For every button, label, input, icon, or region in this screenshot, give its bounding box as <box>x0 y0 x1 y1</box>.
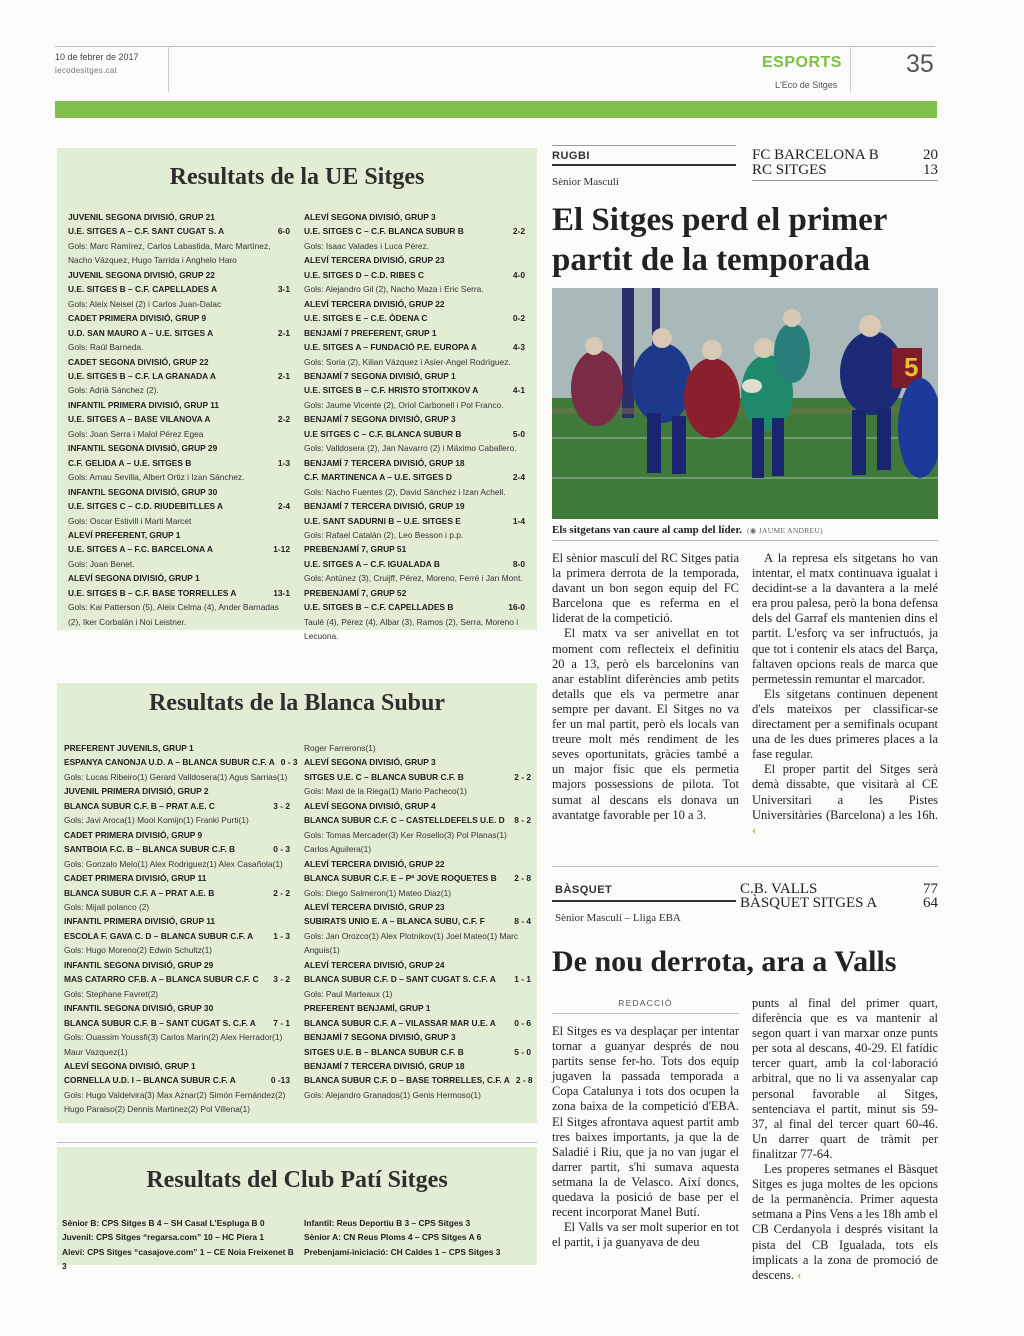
goal-scorers: Gols: Alejandro Granados(1) Genis Hermoso(1) <box>304 1089 481 1100</box>
match-score: 2-2 <box>512 226 525 237</box>
ue-results-left-column <box>68 210 290 629</box>
match-result <box>64 886 290 900</box>
match-score: 4-1 <box>512 385 525 396</box>
goal-scorers: Gols: Adrià Sánchez (2). <box>68 385 159 396</box>
competition-heading: BENJAMÍ 7 SEGONA DIVISIÓ, GRUP 3 <box>304 414 456 425</box>
goal-scorers: Gols: Kai Patterson (5), Aleix Celma (4), Ander Barnadas (2), Iker Corbalán i Noi Leistner. <box>68 602 279 627</box>
goal-scorers: Gols: Nacho Fuentes (2), David Sánchez i Izan Achell. <box>304 486 506 497</box>
cp-result: Sènior A: CN Reus Ploms 4 – CPS Sitges A 6 <box>304 1232 482 1243</box>
match-teams: BLANCA SUBUR C.F. C – CASTELLDEFELS U.E. D <box>304 815 505 826</box>
goal-scorers: Gols: Mijail polanco (2) <box>64 901 150 912</box>
competition-heading: INFANTIL SEGONA DIVISIÓ, GRUP 30 <box>68 486 218 497</box>
competition-heading: BENJAMÍ 7 PREFERENT, GRUP 1 <box>304 327 437 338</box>
goal-scorers: Gols: Joan Benet. <box>68 558 135 569</box>
match-result <box>304 770 531 784</box>
match-teams: U.E. SITGES B – C.F. CAPELLADES A <box>68 284 218 295</box>
match-teams: MAS CATARRO CF.B. A – BLANCA SUBUR C.F. C <box>64 974 259 985</box>
goal-scorers: Roger Farrerons(1) <box>304 743 376 753</box>
cp-result: Sènior B: CPS Sitges B 4 – SH Casal L'Espluga B 0 <box>62 1218 265 1228</box>
match-score: 4-3 <box>512 342 525 353</box>
bs-results-title: Resultats de la Blanca Subur <box>148 690 446 716</box>
competition-heading: CADET PRIMERA DIVISIÓ, GRUP 9 <box>68 313 207 324</box>
cp-rule <box>57 1142 537 1143</box>
match-result <box>304 914 531 928</box>
caption-rule <box>552 540 938 541</box>
match-score: 8-0 <box>512 558 525 569</box>
match-result <box>64 755 298 769</box>
competition-heading: BENJAMÍ 7 TERCERA DIVISIÓ, GRUP 18 <box>304 457 465 468</box>
caption-text: Els sitgetans van caure al camp del líder. <box>552 524 743 536</box>
goal-scorers: Gols: Tomas Mercader(3) Ker Rosello(3) Pol Planas(1) Carlos Aguilera(1) <box>304 829 507 855</box>
match-score: 2-1 <box>277 327 290 338</box>
competition-heading: INFANTIL SEGONA DIVISIÓ, GRUP 30 <box>64 1003 214 1014</box>
cp-result: Juvenil: CPS Sitges “regarsa.com” 10 – HC Piera 1 <box>62 1232 265 1243</box>
match-score: 1 - 1 <box>514 974 531 985</box>
match-score: 4-0 <box>512 269 525 280</box>
cp-result: Aleví: CPS Sitges “casajove.com” 1 – CE Noia Freixenet B 3 <box>62 1246 294 1272</box>
match-result <box>68 369 290 383</box>
match-result <box>64 1016 290 1030</box>
basket-team-home: C.B. VALLS <box>740 881 818 897</box>
match-result <box>68 224 290 238</box>
rugby-photo-caption <box>552 524 938 536</box>
match-result <box>68 282 290 296</box>
match-result <box>304 1073 531 1087</box>
match-teams: BLANCA SUBUR C.F. D – BASE TORRELLES, C.F. A <box>304 1075 510 1086</box>
basket-body-col2 <box>752 996 938 1283</box>
match-teams: BLANCA SUBUR C.F. B – SANT CUGAT S. C.F. A <box>64 1017 256 1028</box>
end-marker-icon: ‹ <box>752 822 757 837</box>
match-teams: ESCOLA F. GAVA C. D – BLANCA SUBUR C.F. A <box>64 930 254 941</box>
match-score: 5-0 <box>512 428 525 439</box>
competition-heading: CADET PRIMERA DIVISIÓ, GRUP 11 <box>64 873 207 884</box>
match-result <box>304 1045 531 1059</box>
match-score: 2 - 2 <box>273 887 290 898</box>
match-score: 2 - 2 <box>514 771 531 782</box>
match-teams: U.E. SITGES A – C.F. IGUALADA B <box>304 558 440 569</box>
match-teams: CORNELLA U.D. I – BLANCA SUBUR C.F. A <box>64 1075 236 1086</box>
rugby-rule <box>552 164 736 166</box>
header-rule <box>55 46 935 47</box>
basket-paragraph: El Valls va ser molt superior en tot el partit, i ja guanyava de deu <box>552 1220 739 1250</box>
basket-team-away: BÀSQUET SITGES A <box>740 895 878 911</box>
match-teams: BLANCA SUBUR C.F. A – VILASSAR MAR U.E. A <box>304 1017 496 1028</box>
competition-heading: ALEVÍ TERCERA DIVISIÓ, GRUP 22 <box>304 298 445 309</box>
match-result <box>304 600 525 614</box>
competition-heading: INFANTIL SEGONA DIVISIÓ, GRUP 29 <box>68 443 218 454</box>
rugby-body-col1 <box>552 551 739 823</box>
publication-name: L'Eco de Sitges <box>775 80 838 90</box>
goal-scorers: Gols: Raúl Barneda. <box>68 342 144 353</box>
basket-score-away: 64 <box>923 895 938 911</box>
match-result <box>64 842 290 856</box>
rugby-team-away: RC SITGES <box>752 162 827 178</box>
match-score: 2 - 8 <box>515 1075 533 1086</box>
match-score: 0 - 3 <box>273 844 290 855</box>
competition-heading: ALEVÍ TERCERA DIVISIÓ, GRUP 22 <box>304 858 445 869</box>
match-teams: SITGES U.E. B – BLANCA SUBUR C.F. B <box>304 1046 464 1057</box>
goal-scorers: Gols: Stephane Favret(2) <box>64 988 159 999</box>
goal-scorers: Gols: Maxi de la Riega(1) Mario Pacheco(1) <box>304 786 467 797</box>
rugby-paragraph: Els sitgetans continuen depenent d'els mateixos per classificar-se directament per a semifinals ocupant una de les dues primeres places a la fase regular. <box>752 686 938 762</box>
match-score: 2 - 8 <box>514 873 531 884</box>
issue-date: 10 de febrer de 2017 <box>55 52 139 62</box>
match-teams: BLANCA SUBUR C.F. D – SANT CUGAT S. C.F. A <box>304 974 496 985</box>
goal-scorers: Gols: Hugo Valdelvira(3) Max Aznar(2) Simón Fernández(2) Hugo Paraiso(2) Dennis Martinez(2) Pol Villena(1) <box>64 1089 286 1115</box>
match-result <box>304 224 525 238</box>
rugby-category: Sènior Masculí <box>552 176 619 188</box>
match-score: 16-0 <box>508 602 525 613</box>
byline-rule <box>552 1013 739 1014</box>
match-teams: U.E. SITGES C – C.F. BLANCA SUBUR B <box>304 226 464 237</box>
match-result <box>64 799 290 813</box>
match-teams: U.E. SITGES A – C.F. SANT CUGAT S. A <box>68 226 225 237</box>
match-result <box>304 813 531 827</box>
goal-scorers: Gols: Isaac Valades i Luca Pérez. <box>304 240 430 251</box>
competition-heading: ALEVÍ SEGONA DIVISIÓ, GRUP 1 <box>64 1060 196 1071</box>
competition-heading: CADET PRIMERA DIVISIÓ, GRUP 9 <box>64 829 203 840</box>
competition-heading: ALEVÍ TERCERA DIVISIÓ, GRUP 24 <box>304 959 445 970</box>
section-name: ESPORTS <box>762 54 842 71</box>
match-teams: U.E SITGES C – C.F. BLANCA SUBUR B <box>304 428 462 439</box>
competition-heading: INFANTIL PRIMERA DIVISIÓ, GRUP 11 <box>68 399 220 410</box>
competition-heading: ALEVÍ SEGONA DIVISIÓ, GRUP 4 <box>304 800 436 811</box>
goal-scorers: Gols: Javi Aroca(1) Mooi Komijn(1) Franki Purti(1) <box>64 815 249 826</box>
camera-icon: ◉ <box>749 526 757 535</box>
basket-rule <box>552 900 736 902</box>
match-result <box>304 470 525 484</box>
competition-heading: JUVENIL PRIMERA DIVISIÓ, GRUP 2 <box>64 786 209 797</box>
match-score: 7 - 1 <box>273 1017 290 1028</box>
header-divider <box>168 46 169 92</box>
match-result <box>304 972 531 986</box>
competition-heading: ALEVÍ SEGONA DIVISIÓ, GRUP 1 <box>68 573 200 584</box>
goal-scorers: Taulé (4), Pérez (4), Albar (3), Ramos (2), Serra, Moreno i Lecuona. <box>304 616 519 642</box>
goal-scorers: Gols: Joan Serra i Malol Pérez Egea <box>68 428 204 439</box>
goal-scorers: Gols: Ouassim Youssfi(3) Carlos Marín(2) Alex Herrador(1) Maur Vazquez(1) <box>64 1032 283 1057</box>
match-result <box>64 929 290 943</box>
match-result <box>64 972 290 986</box>
competition-heading: PREFERENT JUVENILS, GRUP 1 <box>64 743 194 753</box>
rugby-team-home: FC BARCELONA B <box>752 147 879 163</box>
cp-results-title: Resultats del Club Patí Sitges <box>146 1167 448 1193</box>
match-result <box>304 427 525 441</box>
match-result <box>68 586 290 600</box>
basket-score-home: 77 <box>923 881 938 897</box>
section-divider <box>552 866 938 867</box>
match-teams: U.E. SITGES E – C.E. ÒDENA C <box>304 313 428 324</box>
match-result <box>304 514 525 528</box>
match-score: 8 - 2 <box>514 815 531 826</box>
match-teams: U.E. SITGES A – BASE VILANOVA A <box>68 414 211 425</box>
basket-rubric: BÀSQUET <box>555 884 613 896</box>
match-result <box>68 542 290 556</box>
competition-heading: ALEVÍ TERCERA DIVISIÓ, GRUP 23 <box>304 901 445 912</box>
match-teams: U.E. SITGES B – C.F. BASE TORRELLES A <box>68 587 237 598</box>
match-teams: U.E. SITGES A – FUNDACIÓ P.E. EUROPA A <box>304 342 477 353</box>
competition-heading: CADET SEGONA DIVISIÓ, GRUP 22 <box>68 356 209 367</box>
match-score: 1-4 <box>512 515 525 526</box>
rugby-score-home: 20 <box>923 147 938 163</box>
basket-body-col1 <box>552 1024 739 1250</box>
match-score: 5 - 0 <box>514 1046 531 1057</box>
match-teams: BLANCA SUBUR C.F. A – PRAT A.E. B <box>64 887 215 898</box>
match-score: 3 - 2 <box>273 974 290 985</box>
match-score: 1-12 <box>273 544 290 555</box>
end-marker-icon: ‹ <box>794 1267 802 1282</box>
match-teams: U.E. SITGES B – C.F. HRISTO STOITXKOV A <box>304 385 479 396</box>
match-teams: ESPANYA CANONJA U.D. A – BLANCA SUBUR C.F. A <box>64 757 275 768</box>
rugby-top-rule <box>552 145 736 146</box>
competition-heading: BENJAMÍ 7 SEGONA DIVISIÓ, GRUP 1 <box>304 370 456 381</box>
match-teams: U.D. SAN MAURO A – U.E. SITGES A <box>68 327 214 338</box>
cp-result: Prebenjamí-iniciació: CH Caldes 1 – CPS Sitges 3 <box>304 1246 501 1257</box>
rugby-paragraph: El proper partit del Sitges serà demà dissabte, que visitarà al CE Universitari a les Pistes Universitàries (Barcelona) a les 16h. ‹ <box>752 762 938 837</box>
competition-heading: ALEVÍ TERCERA DIVISIÓ, GRUP 23 <box>304 255 445 266</box>
competition-heading: PREBENJAMÍ 7, GRUP 51 <box>304 544 407 555</box>
rugby-photo-illustration <box>552 288 938 519</box>
rugby-score-away: 13 <box>923 162 938 178</box>
bs-results-left-column <box>64 741 298 1117</box>
competition-heading: ALEVÍ SEGONA DIVISIÓ, GRUP 3 <box>304 757 436 768</box>
competition-heading: INFANTIL PRIMERA DIVISIÓ, GRUP 11 <box>64 916 216 927</box>
match-teams: SANTBOIA F.C. B – BLANCA SUBUR C.F. B <box>64 844 236 855</box>
credit-name: JAUME ANDREU <box>758 526 821 535</box>
bs-results-right-column <box>304 741 531 1102</box>
goal-scorers: Gols: Hugo Moreno(2) Edwin Schultz(1) <box>64 945 213 956</box>
match-result <box>68 456 290 470</box>
rugby-paragraph: El matx va ser anivellat en tot moment com reflecteix el definitiu 20 a 13, però els barcelonins van anar establint diferències amb petits detalls que els va permetre anar sempre per davant. El Sitges no va fer un mal partit, però els locals van treure molt més rendiment de les seves oportunitats, gràcies també a un major físic que els permetia majors possessions de pilota. Tot sumat al descans els donava un avantatge favorable per 10 a 3. <box>552 626 739 822</box>
goal-scorers: Gols: Marc Ramírez, Carlos Labastida, Marc Martínez, Nacho Vázquez, Hugo Tarrida i Anghelo Haro <box>68 240 271 266</box>
match-result <box>68 412 290 426</box>
competition-heading: INFANTIL SEGONA DIVISIÓ, GRUP 29 <box>64 959 214 970</box>
match-score: 0-2 <box>512 313 525 324</box>
match-teams: U.E. SITGES A – F.C. BARCELONA A <box>68 544 213 555</box>
basket-paragraph: El Sitges es va desplaçar per intentar tornar a guanyar després de nou partits sense fer-ho. Tots dos equip jugaven la passada temporada a Copa Catalunya i tots dos ocupen la zona baixa de la competició d'EBA. El Sitges afrontava aquest partit amb tres baixes importants, ja que la de Saladié i Riu, que ja no van jugar el darrer partit, s'hi sumava aquesta setmana la de Velasco. Així doncs, quedava la posició de base per el recent incorporat Manel Butí. <box>552 1024 739 1220</box>
match-score: 0 - 6 <box>514 1017 531 1028</box>
match-score: 13-1 <box>273 587 290 598</box>
match-result <box>304 557 525 571</box>
match-teams: U.E. SITGES B – C.F. CAPELLADES B <box>304 602 454 613</box>
match-score: 8 - 4 <box>514 916 531 927</box>
competition-heading: BENJAMÍ 7 TERCERA DIVISIÓ, GRUP 18 <box>304 1060 465 1071</box>
competition-heading: PREBENJAMÍ 7, GRUP 52 <box>304 587 407 598</box>
match-result <box>304 268 525 282</box>
header-divider <box>850 46 851 92</box>
match-teams: U.E. SITGES D – C.D. RIBES C <box>304 269 425 280</box>
match-teams: U.E. SANT SADURNI B – U.E. SITGES E <box>304 515 461 526</box>
match-result <box>64 1073 290 1087</box>
rugby-rubric: RUGBI <box>552 150 590 162</box>
page-number: 35 <box>906 50 934 78</box>
site-url[interactable]: lecodesitges.cat <box>55 66 118 75</box>
ue-results-title: Resultats de la UE Sitges <box>169 164 425 190</box>
competition-heading: BENJAMÍ 7 TERCERA DIVISIÓ, GRUP 19 <box>304 501 465 512</box>
match-result <box>304 1016 531 1030</box>
match-score: 1-3 <box>277 457 290 468</box>
match-teams: SITGES U.E. C – BLANCA SUBUR C.F. B <box>304 771 464 782</box>
match-teams: U.E. SITGES B – C.F. LA GRANADA A <box>68 370 216 381</box>
goal-scorers: Gols: Alejandro Gil (2), Nacho Maza i Eric Serra. <box>304 284 484 295</box>
match-result <box>304 871 531 885</box>
match-score: 0 -13 <box>270 1075 290 1086</box>
goal-scorers: Gols: Paul Marteaux (1) <box>304 988 393 999</box>
match-score: 3 - 2 <box>273 800 290 811</box>
match-teams: BLANCA SUBUR C.F. E – Pª JOVE ROQUETES B <box>304 873 497 884</box>
accent-bar <box>55 101 937 118</box>
goal-scorers: Gols: Arnau Sevilla, Albert Ortiz i Izan Sánchez. <box>68 472 245 483</box>
goal-scorers: Gols: Diego Salmeron(1) Mateo Diaz(1) <box>304 887 452 898</box>
match-score: 1 - 3 <box>273 930 290 941</box>
rugby-body-col2 <box>752 551 938 838</box>
match-result <box>68 326 290 340</box>
competition-heading: JUVENIL SEGONA DIVISIÓ, GRUP 22 <box>68 269 215 280</box>
match-teams: C.F. MARTINENCA A – U.E. SITGES D <box>304 472 452 483</box>
goal-scorers: Gols: Oscar Estivill i Marti Marcet <box>68 515 192 526</box>
photo-credit: (◉ JAUME ANDREU) <box>744 526 823 535</box>
goal-scorers: Gols: Rafael Catalán (2), Leo Besson i p.p. <box>304 529 464 540</box>
goal-scorers: Gols: Antúnez (3), Cruijff, Pérez, Moreno, Ferré i Jan Mont. <box>304 573 523 584</box>
match-result <box>304 311 525 325</box>
competition-heading: ALEVÍ PREFERENT, GRUP 1 <box>68 529 181 540</box>
match-teams: BLANCA SUBUR C.F. B – PRAT A.E. C <box>64 800 215 811</box>
match-score: 2-2 <box>277 414 290 425</box>
cp-result: Infantil: Reus Deportiu B 3 – CPS Sitges 3 <box>304 1218 471 1228</box>
match-score: 2-1 <box>277 370 290 381</box>
match-score: 2-4 <box>277 501 290 512</box>
competition-heading: BENJAMÍ 7 SEGONA DIVISIÓ, GRUP 3 <box>304 1032 456 1043</box>
rugby-paragraph: El sènior masculí del RC Sitges patia la primera derrota de la temporada, davant un bon segon equip del FC Barcelona que es referma en el liderat de la competició. <box>552 551 739 626</box>
goal-scorers: Gols: Valldosera (2), Jan Navarro (2) i Máximo Caballero. <box>304 443 517 454</box>
rugby-score-rule <box>752 180 938 181</box>
basket-category: Sènior Masculí – Lliga EBA <box>555 912 681 924</box>
match-result <box>68 499 290 513</box>
ue-results-right-column <box>304 210 525 644</box>
competition-heading: PREFERENT BENJAMÍ, GRUP 1 <box>304 1003 431 1014</box>
match-result <box>304 340 525 354</box>
cp-results-right-column <box>304 1216 534 1259</box>
cp-results-left-column <box>62 1216 300 1274</box>
competition-heading: ALEVÍ SEGONA DIVISIÓ, GRUP 3 <box>304 212 436 222</box>
basket-paragraph: punts al final del primer quart, diferència que es va mantenir al segon quart i van marxar onze punts per sota al descans, 40-29. El fatídic tercer quart, amb la col·laboració arbitral, que no li va assenyalar cap personal favorable al Sitges, sentenciava el partit, minut sis 59-37, al final del tercer quart 60-46. Un darrer quart de tràmit per finalitzar 77-64. <box>752 996 938 1161</box>
goal-scorers: Gols: Soria (2), Kilian Vázquez i Asier-Angel Rodríguez. <box>304 356 511 367</box>
match-result <box>304 383 525 397</box>
rugby-headline: El Sitges perd el primer partit de la temporada <box>552 202 887 278</box>
jersey-number: 5 <box>904 352 919 382</box>
competition-heading: JUVENIL SEGONA DIVISIÓ, GRUP 21 <box>68 212 215 222</box>
rugby-paragraph: A la represa els sitgetans ho van intentar, el matx continuava igualat i decidint-se a la davantera a la melé era prou palesa, però la bona defensa dels del Garraf els mantenien dins el partit. L'esforç va ser infructuós, ja que tot i contenir els atacs del Barça, faltaven opcions reals de marca que permetessin remuntar el marcador. <box>752 551 938 686</box>
match-teams: U.E. SITGES C – C.D. RIUDEBITLLES A <box>68 501 224 512</box>
goal-scorers: Gols: Aleix Neisel (2) i Carlos Juan-Dalac <box>68 298 222 309</box>
match-score: 3-1 <box>277 284 290 295</box>
goal-scorers: Gols: Jaume Vicente (2), Oriol Carbonell i Pol Franco. <box>304 399 504 410</box>
match-teams: C.F. GELIDA A – U.E. SITGES B <box>68 457 192 468</box>
goal-scorers: Gols: Jan Orozco(1) Alex Plotnikov(1) Joel Mateo(1) Marc Anguis(1) <box>304 930 519 956</box>
match-score: 6-0 <box>277 226 290 237</box>
basket-headline: De nou derrota, ara a Valls <box>552 945 897 978</box>
goal-scorers: Gols: Lucas Ribeiro(1) Gerard Valldosera(1) Agus Sarrias(1) <box>64 771 288 782</box>
match-score: 2-4 <box>512 472 525 483</box>
basket-byline: REDACCIÓ <box>618 998 673 1008</box>
basket-paragraph: Les properes setmanes el Bàsquet Sitges es juga moltes de les opcions de la permanència. Primer aquesta setmana a Pins Vens a les 18h amb el CB Cerdanyola i després visitant la pista del CB Igualada, tots els implicats a la zona de promoció de descens. ‹ <box>752 1162 938 1282</box>
match-score: 0 - 3 <box>280 757 298 768</box>
goal-scorers: Gols: Gonzalo Melo(1) Alex Rodriguez(1) Alex Casañola(1) <box>64 858 283 869</box>
match-teams: SUBIRATS UNIO E. A – BLANCA SUBU, C.F. F <box>304 916 485 927</box>
rugby-photo <box>552 288 938 519</box>
